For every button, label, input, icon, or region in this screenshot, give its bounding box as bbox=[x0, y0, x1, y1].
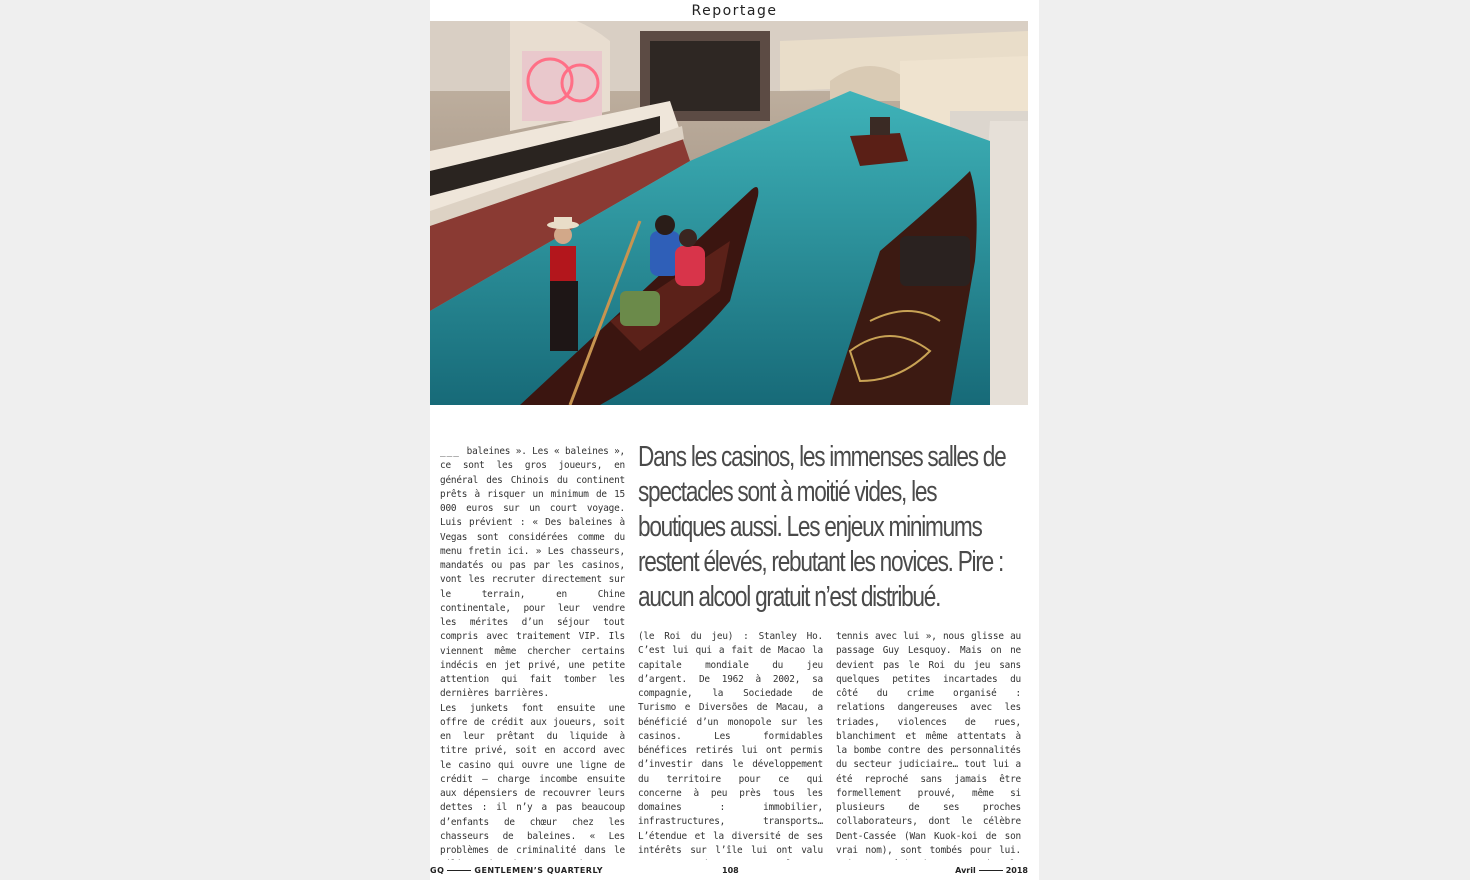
brand-short: GQ bbox=[430, 866, 445, 875]
issue-year: 2018 bbox=[1005, 866, 1028, 875]
text-column-3 bbox=[836, 630, 1021, 860]
page-footer bbox=[430, 866, 1028, 878]
footer-brand bbox=[430, 866, 603, 875]
gondola-canal-photo bbox=[430, 21, 1028, 405]
text-column-1 bbox=[440, 445, 625, 860]
section-title: Reportage bbox=[691, 3, 778, 19]
paragraph: Les junkets font ensuite une offre de crédit aux joueurs, soit en leur prêtant du liquide à titre privé, soit en accord avec le casino qui ouvre une ligne de crédit – charge incombe ensuite aux dépensiers de recouvrer leurs dettes : il n’y a pas beaucoup d’enfants de chœur chez les chasseurs de baleines. « Les problèmes de criminalité dans le bbox=[440, 702, 625, 856]
pull-quote: Dans les casinos, les immenses salles de spectacles sont à moitié vides, les boutiques aussi. Les enjeux minimums restent élevés, rebutant les novices. Pire : aucun alcool gratuit n’est distribué. bbox=[638, 441, 1006, 613]
paragraph: (le Roi du jeu) : Stanley Ho. C’est lui qui a fait de Macao la capitale mondiale du jeu d’argent. De 1962 à 2002, sa compagnie, la Sociedade de Turismo e Diversões de Macau, a bénéficié d’un monopole sur les casinos. Les formidables bénéfices retirés lui ont permis d’investir dans le développement du territoire pour ce qui concerne à peu près tous les domaines : immobilier, infrastructures, transports… L’étendue et la diversité de ses intérêts sur l’île lui ont valu bbox=[638, 631, 823, 856]
issue-month: Avril bbox=[955, 866, 976, 875]
magazine-page bbox=[430, 0, 1039, 880]
page-number: 108 bbox=[722, 866, 739, 875]
footer-date bbox=[955, 866, 1028, 875]
paragraph: tennis avec lui », nous glisse au passage Guy Lesquoy. Mais on ne devient pas le Roi du jeu sans quelques petites incartades du côté du crime organisé : relations dangereuses avec les triades, violences de rues, blanchiment et même attentats à la bombe contre des personnalités du secteur judiciaire… tout lui a été reproché sans jamais être formellement prouvé, même si plusieurs de ses proches collaborateurs, dont le célèbre Dent-Cassée (Wan Kuok-koi de son vrai nom), sont tombés pour lui. bbox=[836, 631, 1021, 856]
text-column-2 bbox=[638, 630, 823, 860]
lead-dashes: ___ bbox=[440, 446, 467, 457]
brand-long: GENTLEMEN’S QUARTERLY bbox=[474, 866, 604, 875]
paragraph-text: baleines ». Les « baleines », ce sont les gros joueurs, en général des Chinois du continent prêts à risquer un minimum de 15 000 euros sur un court voyage. Luis prévient : « Des baleines à Vegas sont considérées comme du menu fretin ici. » Les chasseurs, mandatés ou pas par les casinos, vont les recruter directement sur le terrain, en Chine continentale, pour leur vendre les mérites d’un séjour tout compris avec traitement VIP. Ils viennent même chercher certains indécis en jet privé, une petite attention qui fait tomber les dernières barrières. bbox=[440, 446, 625, 700]
paragraph bbox=[440, 445, 625, 702]
